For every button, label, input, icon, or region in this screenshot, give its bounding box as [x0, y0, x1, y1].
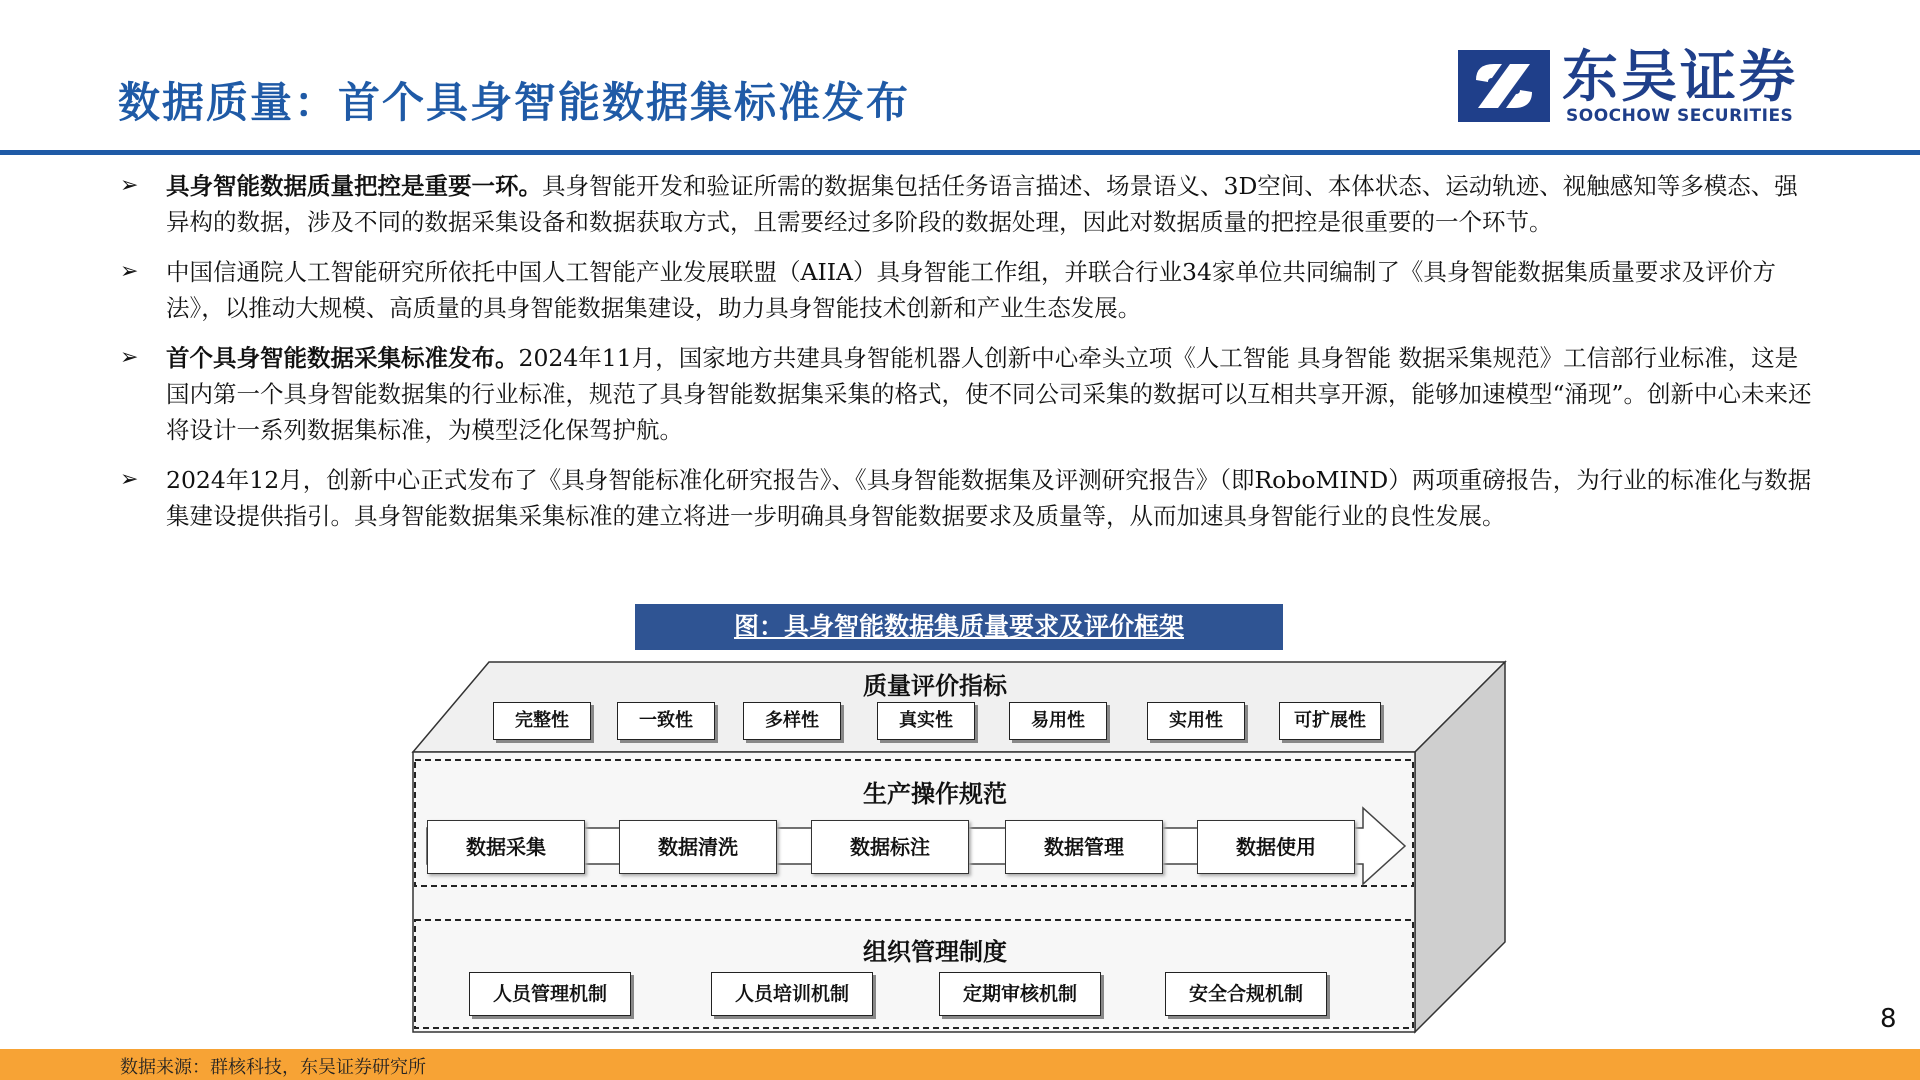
- bullet-text: 具身智能开发和验证所需的数据集包括任务语言描述、场景语义、3D空间、本体状态、运动轨迹、视触感知等多模态、强异构的数据，涉及不同的数据采集设备和数据获取方式，且需要经过多阶段的数据处理，因此对数据质量的把控是很重要的一个环节。: [166, 172, 1798, 236]
- bullet-list: [120, 168, 1820, 548]
- bullet-bold-lead: 具身智能数据质量把控是重要一环。: [166, 172, 542, 200]
- bullet-text: 中国信通院人工智能研究所依托中国人工智能产业发展联盟（AIIA）具身智能工作组，并联合行业34家单位共同编制了《具身智能数据集质量要求及评价方法》，以推动大规模、高质量的具身智能数据集建设，助力具身智能技术创新和产业生态发展。: [166, 258, 1776, 322]
- production-section-label: 生产操作规范: [863, 780, 1007, 808]
- logo-chinese-text: 东吴证券: [1562, 45, 1798, 110]
- process-step-annotation: 数据标注: [811, 820, 969, 874]
- data-source-note: 数据来源：群核科技，东吴证券研究所: [120, 1057, 426, 1078]
- quality-metric-consistency: 一致性: [617, 702, 715, 740]
- process-step-cleaning: 数据清洗: [619, 820, 777, 874]
- bullet-text: 2024年11月，国家地方共建具身智能机器人创新中心牵头立项《人工智能 具身智能 数据采集规范》工信部行业标准，这是国内第一个具身智能数据集的行业标准，规范了具身智能数据集采集的格式，使不同公司采集的数据可以互相共享开源，能够加速模型“涌现”。创新中心未来还将设计一系列数据集标准，为模型泛化保驾护航。: [166, 344, 1812, 444]
- bullet-text: 2024年12月，创新中心正式发布了《具身智能标准化研究报告》、《具身智能数据集及评测研究报告》（即RoboMIND）两项重磅报告，为行业的标准化与数据集建设提供指引。具身智能数据集采集标准的建立将进一步明确具身智能数据要求及质量等，从而加速具身智能行业的良性发展。: [166, 466, 1812, 530]
- header-divider: [0, 150, 1920, 155]
- bullet-bold-lead: 首个具身智能数据采集标准发布。: [166, 344, 519, 372]
- org-mechanism-security-compliance: 安全合规机制: [1165, 972, 1327, 1016]
- org-mechanism-training: 人员培训机制: [711, 972, 873, 1016]
- framework-diagram: [405, 656, 1515, 1036]
- logo-english-text: SOOCHOW SECURITIES: [1566, 106, 1794, 126]
- org-mechanism-periodic-review: 定期审核机制: [939, 972, 1101, 1016]
- bullet-item: [120, 168, 1820, 240]
- process-step-collection: 数据采集: [427, 820, 585, 874]
- quality-metric-diversity: 多样性: [743, 702, 841, 740]
- footer-bar: [0, 1049, 1920, 1080]
- page-number: 8: [1880, 1004, 1897, 1034]
- organization-section-label: 组织管理制度: [863, 938, 1007, 966]
- arrow-bullet-icon: ➢: [120, 345, 139, 370]
- quality-metric-authenticity: 真实性: [877, 702, 975, 740]
- arrow-bullet-icon: ➢: [120, 259, 139, 284]
- quality-metric-scalability: 可扩展性: [1279, 702, 1381, 740]
- soochow-logo-icon: [1458, 50, 1550, 122]
- page-title: 数据质量：首个具身智能数据集标准发布: [118, 78, 911, 127]
- quality-section-label: 质量评价指标: [863, 672, 1007, 700]
- company-logo: [1458, 45, 1818, 126]
- bullet-item: [120, 462, 1820, 534]
- process-step-management: 数据管理: [1005, 820, 1163, 874]
- bullet-item: [120, 254, 1820, 326]
- quality-metric-usability: 易用性: [1009, 702, 1107, 740]
- bullet-item: [120, 340, 1820, 448]
- arrow-bullet-icon: ➢: [120, 173, 139, 198]
- quality-metric-completeness: 完整性: [493, 702, 591, 740]
- org-mechanism-personnel-management: 人员管理机制: [469, 972, 631, 1016]
- process-step-usage: 数据使用: [1197, 820, 1355, 874]
- arrow-bullet-icon: ➢: [120, 467, 139, 492]
- figure-title: 图：具身智能数据集质量要求及评价框架: [635, 604, 1283, 650]
- quality-metric-practicality: 实用性: [1147, 702, 1245, 740]
